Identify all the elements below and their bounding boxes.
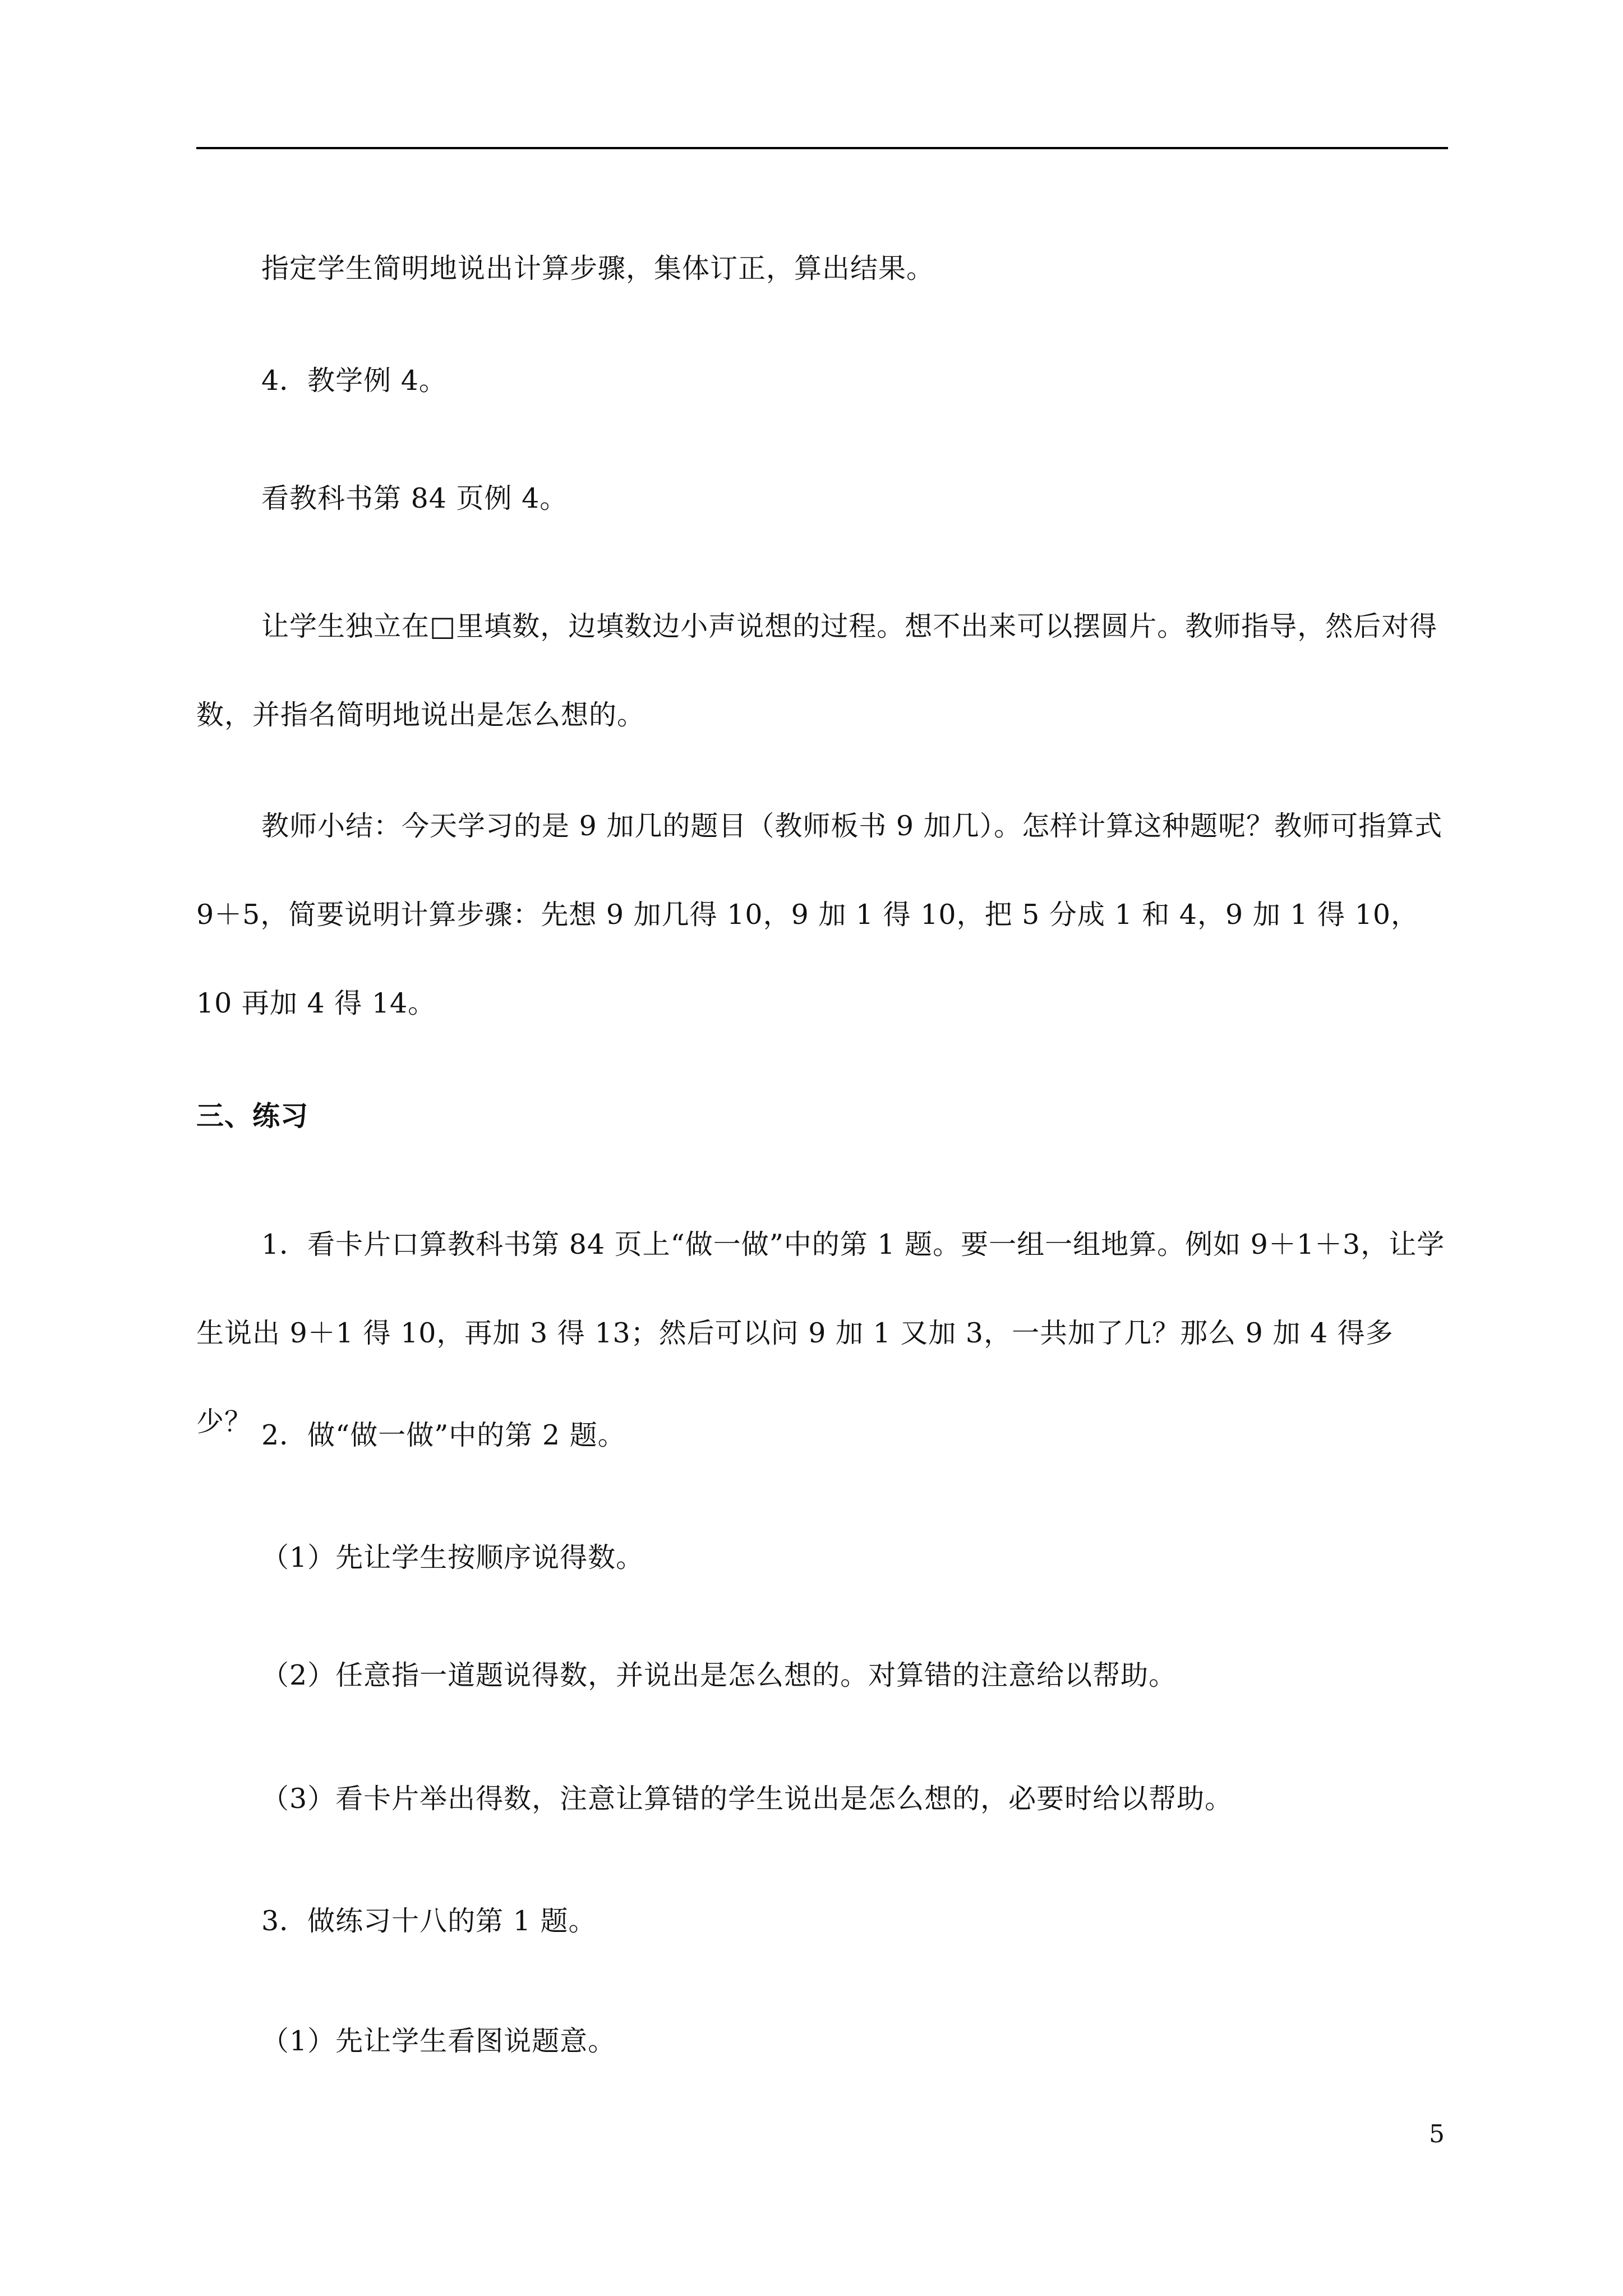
paragraph-teacher-summary: 教师小结：今天学习的是 9 加几的题目（教师板书 9 加几）。怎样计算这种题呢？教师可指算式 9＋5，简要说明计算步骤：先想 9 加几得 10，9 加 1 得 10，把 5 分成 1 和 4，9 加 1 得 10，10 再加 4 得 14。 (196, 810, 1443, 1019)
exercise-3: 3．做练习十八的第 1 题。 (261, 1905, 597, 1937)
exercise-2-step-3: （3）看卡片举出得数，注意让算错的学生说出是怎么想的，必要时给以帮助。 (261, 1783, 1233, 1815)
exercise-2: 2．做“做一做”中的第 2 题。 (261, 1419, 626, 1451)
exercise-1: 1．看卡片口算教科书第 84 页上“做一做”中的第 1 题。要一组一组地算。例如 9＋1＋3，让学生说出 9＋1 得 10，再加 3 得 13；然后可以问 9 加 1 又加 3，一共加了几？那么 9 加 4 得多少？ (196, 1228, 1445, 1438)
paragraph-example4-title: 4．教学例 4。 (261, 365, 447, 397)
header-rule (196, 147, 1448, 149)
paragraph-calc-steps: 指定学生简明地说出计算步骤，集体订正，算出结果。 (261, 252, 935, 284)
paragraph-textbook-ref: 看教科书第 84 页例 4。 (261, 482, 568, 514)
page-number: 5 (1429, 2120, 1445, 2148)
exercise-3-step-1: （1）先让学生看图说题意。 (261, 2025, 616, 2057)
exercise-2-step-1: （1）先让学生按顺序说得数。 (261, 1542, 644, 1573)
paragraph-fill-boxes: 让学生独立在□里填数，边填数边小声说想的过程。想不出来可以摆圆片。教师指导，然后对得数，并指名简明地说出是怎么想的。 (196, 610, 1438, 731)
section-heading-practice: 三、练习 (196, 1099, 309, 1132)
exercise-2-step-2: （2）任意指一道题说得数，并说出是怎么想的。对算错的注意给以帮助。 (261, 1659, 1177, 1691)
